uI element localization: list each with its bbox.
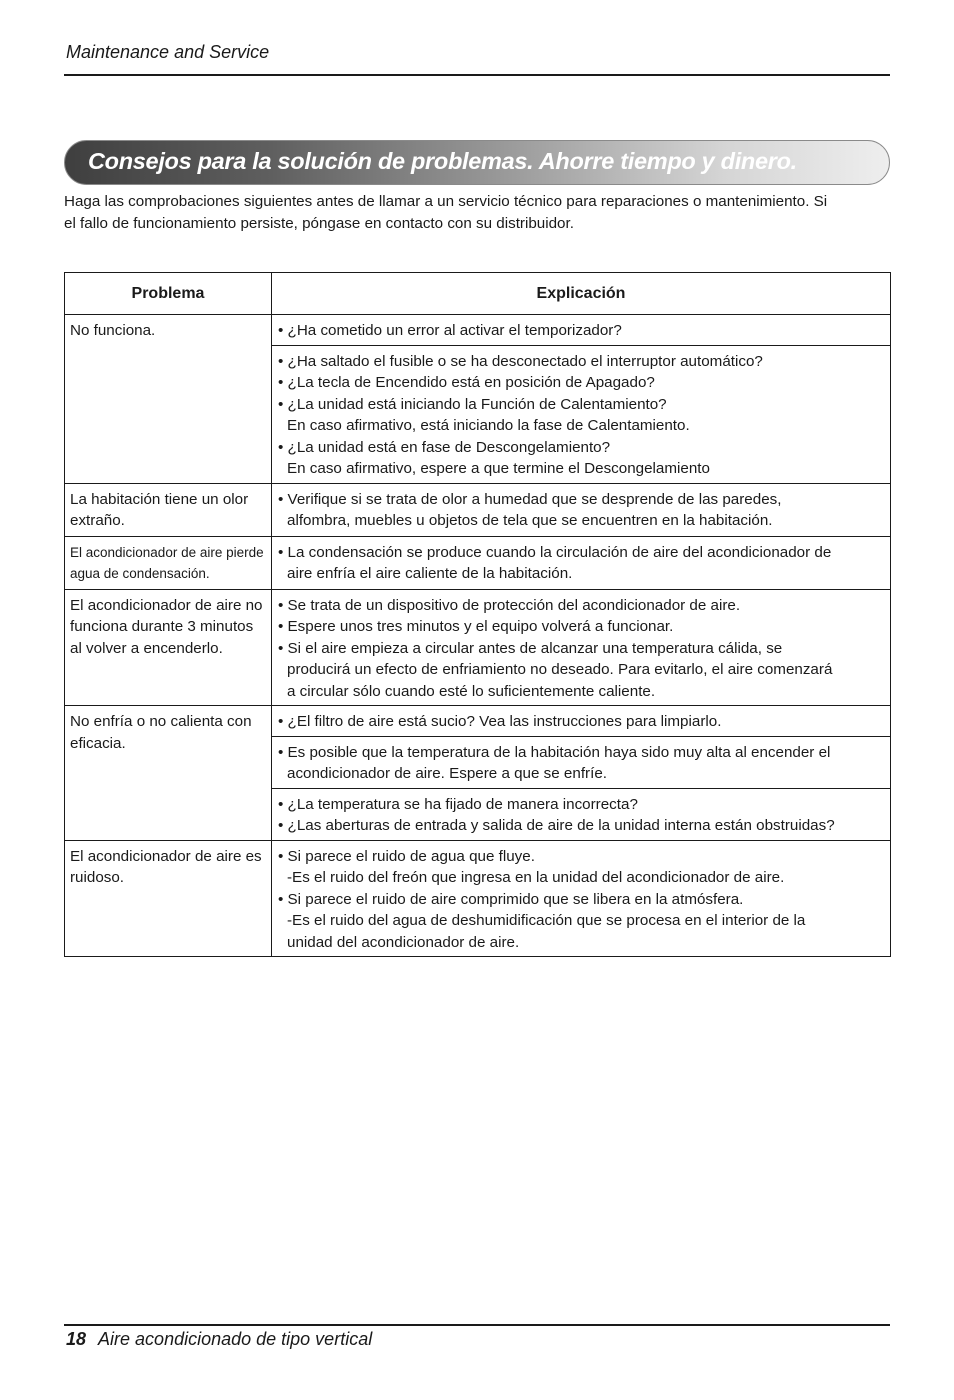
intro-line: Haga las comprobaciones siguientes antes de llamar a un servicio técnico para reparaciones o mantenimiento. Si [64, 193, 828, 210]
explanation-line: aire enfría el aire caliente de la habitación. [287, 565, 573, 582]
explanation-cell [272, 483, 891, 536]
section-title-banner [64, 140, 890, 185]
running-header: Maintenance and Service [66, 42, 270, 62]
explanation-line: • Se trata de un dispositivo de protección del acondicionador de aire. [278, 596, 741, 614]
explanation-line: • ¿La tecla de Encendido está en posición de Apagado? [278, 374, 655, 391]
explanation-cell [272, 788, 891, 840]
explanation-line: En caso afirmativo, está iniciando la fase de Calentamiento. [287, 417, 690, 434]
intro-line: el fallo de funcionamiento persiste, póngase en contacto con su distribuidor. [64, 215, 574, 232]
explanation-cell [272, 315, 891, 346]
section-title: Consejos para la solución de problemas. Ahorre tiempo y dinero. [88, 148, 797, 174]
table-row [65, 315, 891, 346]
explanation-line: • Verifique si se trata de olor a humedad que se desprende de las paredes, [278, 490, 782, 508]
explanation-line: • ¿La unidad está iniciando la Función de Calentamiento? [278, 395, 667, 413]
explanation-line: En caso afirmativo, espere a que termine el Descongelamiento [287, 460, 710, 477]
explanation-line: • ¿La temperatura se ha fijado de manera incorrecta? [278, 795, 638, 813]
table-row [65, 483, 891, 536]
problem-cell: El acondicionador de aire no funciona durante 3 minutos al volver a encenderlo. [65, 589, 272, 706]
explanation-line: • Si parece el ruido de aire comprimido que se libera en la atmósfera. [278, 890, 744, 908]
explanation-line: • ¿La unidad está en fase de Descongelamiento? [278, 438, 611, 456]
table-row [65, 536, 891, 589]
table-body [65, 315, 891, 957]
table-row [65, 706, 891, 737]
problem-cell: No funciona. [65, 315, 272, 484]
explanation-cell [272, 345, 891, 483]
explanation-line: • La condensación se produce cuando la circulación de aire del acondicionador de [278, 543, 832, 561]
problem-cell: El acondicionador de aire pierde agua de condensación. [65, 536, 272, 589]
explanation-line: producirá un efecto de enfriamiento no deseado. Para evitarlo, el aire comenzará [287, 661, 833, 678]
footer-divider [64, 1324, 890, 1326]
footer-doc-title: Aire acondicionado de tipo vertical [98, 1329, 373, 1349]
table-row [65, 840, 891, 957]
problem-cell: El acondicionador de aire es ruidoso. [65, 840, 272, 957]
problem-cell: No enfría o no calienta con eficacia. [65, 706, 272, 841]
column-header-explanation: Explicación [272, 273, 891, 315]
page-number: 18 [66, 1329, 87, 1349]
explanation-line: -Es el ruido del freón que ingresa en la unidad del acondicionador de aire. [287, 869, 785, 886]
explanation-cell [272, 536, 891, 589]
explanation-line: • Si parece el ruido de agua que fluye. [278, 847, 535, 865]
intro-paragraph [64, 191, 890, 235]
troubleshooting-table [64, 272, 891, 957]
explanation-line: • Es posible que la temperatura de la habitación haya sido muy alta al encender el [278, 743, 831, 761]
explanation-line: • Espere unos tres minutos y el equipo volverá a funcionar. [278, 618, 674, 635]
explanation-line: alfombra, muebles u objetos de tela que se encuentren en la habitación. [287, 512, 773, 529]
problem-cell: La habitación tiene un olor extraño. [65, 483, 272, 536]
explanation-line: • ¿Ha saltado el fusible o se ha desconectado el interruptor automático? [278, 352, 763, 370]
explanation-cell [272, 736, 891, 788]
explanation-line: acondicionador de aire. Espere a que se enfríe. [287, 765, 607, 782]
explanation-line: • ¿Ha cometido un error al activar el temporizador? [278, 322, 622, 339]
explanation-line: • ¿El filtro de aire está sucio? Vea las instrucciones para limpiarlo. [278, 713, 722, 730]
header-divider [64, 74, 890, 76]
explanation-line: • Si el aire empieza a circular antes de alcanzar una temperatura cálida, se [278, 639, 783, 657]
page-footer [66, 1329, 372, 1350]
explanation-line: -Es el ruido del agua de deshumidificación que se procesa en el interior de la [287, 912, 806, 929]
explanation-cell [272, 589, 891, 706]
explanation-cell [272, 706, 891, 737]
explanation-line: • ¿Las aberturas de entrada y salida de aire de la unidad interna están obstruidas? [278, 817, 835, 834]
explanation-cell [272, 840, 891, 957]
column-header-problem: Problema [65, 273, 272, 315]
table-row [65, 589, 891, 706]
table-header-row [65, 273, 891, 315]
explanation-line: a circular sólo cuando esté lo suficientemente caliente. [287, 682, 656, 700]
explanation-line: unidad del acondicionador de aire. [287, 933, 520, 951]
